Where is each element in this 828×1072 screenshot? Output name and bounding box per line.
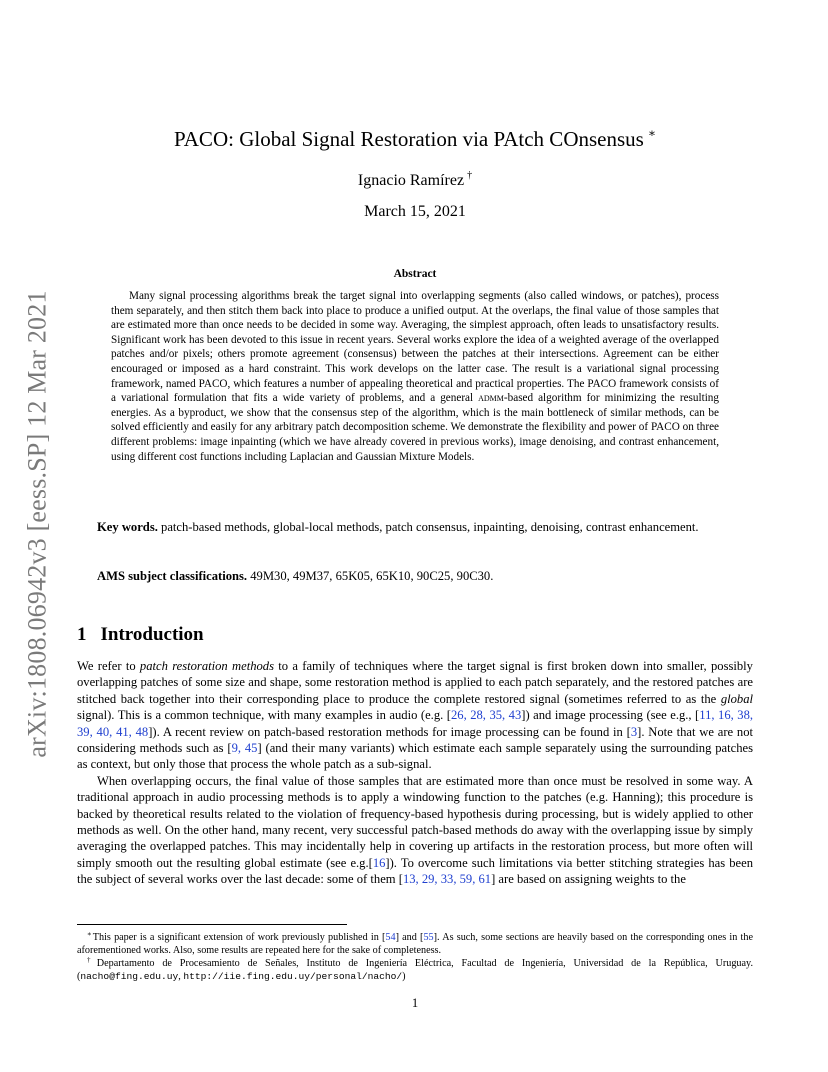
text-run: ]) and image processing (see e.g., [ bbox=[521, 708, 700, 723]
ams-text: 49M30, 49M37, 65K05, 65K10, 90C25, 90C30. bbox=[250, 569, 494, 583]
section-heading bbox=[77, 624, 204, 646]
url-link[interactable]: http://iie.fing.edu.uy/personal/nacho/ bbox=[183, 971, 403, 982]
arxiv-watermark bbox=[18, 274, 58, 774]
section-body bbox=[77, 658, 753, 888]
text-run: to a family of techniques where the target signal is first broken down into smaller, possibly overlapping patches of some size and shape, some restoration method is applied to each patch separately, and the restored patches are stitched back together into their corresponding place to produce the complete restored signal (sometimes referred to as the bbox=[77, 659, 753, 706]
abstract-admm: admm bbox=[478, 392, 504, 405]
keywords-text: patch-based methods, global-local methods, patch consensus, inpainting, denoising, contrast enhancement. bbox=[161, 520, 699, 534]
section-title: Introduction bbox=[100, 624, 204, 645]
citation-link[interactable]: 11, 16, 38, 39, 40, 41, 48 bbox=[77, 708, 754, 739]
keywords bbox=[77, 519, 753, 536]
abstract-part-1: Many signal processing algorithms break the target signal into overlapping segments (also called windows, or patches), process them separately, and then stitch them back into place to produce a unified output. At the overlaps, the final value of those samples that are estimated more than once needs to be decided in some way. Averaging, the simplest approach, often leads to unsatisfactory results. Significant work has been devoted to this issue in recent years. Several works explore the idea of a weighted average of the overlapped patches and/or pixels; others promote agreement (consensus) between the patches at their intersections. Agreement can be either encouraged or imposed as a hard constraint. This work develops on the latter case. The result is a variational signal processing framework, named PACO, which features a number of appealing theoretical and practical properties. The PACO framework consists of a variational formulation that fits a wide variety of problems, and a general bbox=[111, 290, 719, 405]
emphasis: patch restoration methods bbox=[139, 659, 274, 673]
title-footnote-mark: ∗ bbox=[647, 126, 656, 140]
text-run: signal). This is a common technique, with many examples in audio (e.g. [ bbox=[77, 708, 451, 723]
page-number: 1 bbox=[411, 996, 419, 1010]
ams-classifications bbox=[77, 569, 753, 584]
text-run: ]). A recent review on patch-based restoration methods for image processing can be found in [ bbox=[148, 724, 631, 739]
text-run: When overlapping occurs, the final value of those samples that are estimated more than once must be resolved in some way. A traditional approach in audio processing methods is to apply a windowing function to the patches (e.g. Hanning); this procedure is backed by theoretical results related to the violation of frequency-based hypothesis during processing, but is widely applied to other methods as well. On the other hand, many recent, very successful patch-based methods do away with the overlapping issue by simply averaging the overlapped patches. This may incidentally help in covering up artifacts in the restoration process, but more often will simply smooth out the resulting global estimate (see e.g.[ bbox=[77, 773, 753, 870]
text-run: ] and [ bbox=[395, 932, 424, 943]
text-run: ] are based on assigning weights to the bbox=[491, 872, 686, 887]
text-run: ]. Note that we are not considering methods such as [ bbox=[77, 724, 754, 756]
email-link[interactable]: nacho@fing.edu.uy bbox=[80, 971, 179, 982]
paper-date: March 15, 2021 bbox=[364, 203, 466, 220]
citation-link[interactable]: 26, 28, 35, 43 bbox=[450, 708, 522, 723]
text-run: This paper is a significant extension of work previously published in [ bbox=[92, 932, 386, 943]
text-run: ) bbox=[402, 971, 406, 982]
keywords-label: Key words. bbox=[97, 520, 158, 534]
emphasis: global bbox=[720, 691, 753, 706]
abstract-part-2: -based algorithm for minimizing the resulting energies. As a byproduct, we show that the consensus step of the algorithm, which is the main bottleneck of similar methods, can be solved efficiently and easily for any arbitrary patch decomposition scheme. We demonstrate the flexibility and power of PACO on three different problems: image inpainting (which we have already covered in previous works), image denoising, and contrast enhancement, using different cost functions including Laplacian and Gaussian Mixture Models. bbox=[111, 392, 719, 463]
text-run: We refer to bbox=[77, 659, 140, 673]
paragraph bbox=[77, 773, 753, 888]
text-run: , bbox=[178, 971, 184, 982]
footnote-rule bbox=[77, 924, 347, 925]
title-text: PACO: Global Signal Restoration via PAtch COnsensus bbox=[174, 127, 644, 151]
author-footnote-mark: † bbox=[467, 170, 473, 181]
citation-link[interactable]: 55 bbox=[423, 932, 434, 943]
citation-link[interactable]: 16 bbox=[372, 855, 386, 870]
text-run: ]). To overcome such limitations via better stitching strategies has been the subject of several works over the last decade: some of them [ bbox=[77, 855, 753, 887]
arxiv-id: arXiv:1808.06942v3 [eess.SP] 12 Mar 2021 bbox=[23, 290, 53, 758]
citation-link[interactable]: 13, 29, 33, 59, 61 bbox=[402, 872, 492, 887]
footnote-mark: † bbox=[87, 956, 96, 964]
footnote-1 bbox=[77, 928, 753, 957]
text-run: Departamento de Procesamiento de Señales, Instituto de Ingeniería Eléctrica, Facultad de Ingeniería, Universidad de la República, Uruguay. ( bbox=[77, 958, 754, 982]
abstract-text bbox=[111, 289, 719, 464]
author-name: Ignacio Ramírez bbox=[357, 172, 465, 189]
citation-link[interactable]: 54 bbox=[385, 932, 396, 943]
citation-link[interactable]: 9, 45 bbox=[231, 741, 258, 756]
text-run: ]. As such, some sections are heavily based on the corresponding ones in the aforementioned works. Also, some results are repeated here for the sake of completeness. bbox=[77, 932, 753, 956]
abstract-heading: Abstract bbox=[393, 268, 437, 280]
citation-link[interactable]: 3 bbox=[630, 724, 638, 739]
paper-title bbox=[77, 126, 753, 152]
footnote-2 bbox=[77, 954, 753, 983]
paragraph bbox=[77, 658, 753, 773]
author bbox=[77, 170, 753, 190]
section-number: 1 bbox=[77, 624, 87, 645]
text-run: ] (and their many variants) which estimate each sample separately using the surrounding patches as context, but only those that process the whole patch as a sub-signal. bbox=[77, 741, 754, 772]
footnote-mark: ∗ bbox=[87, 930, 92, 938]
ams-label: AMS subject classifications. bbox=[97, 569, 248, 583]
